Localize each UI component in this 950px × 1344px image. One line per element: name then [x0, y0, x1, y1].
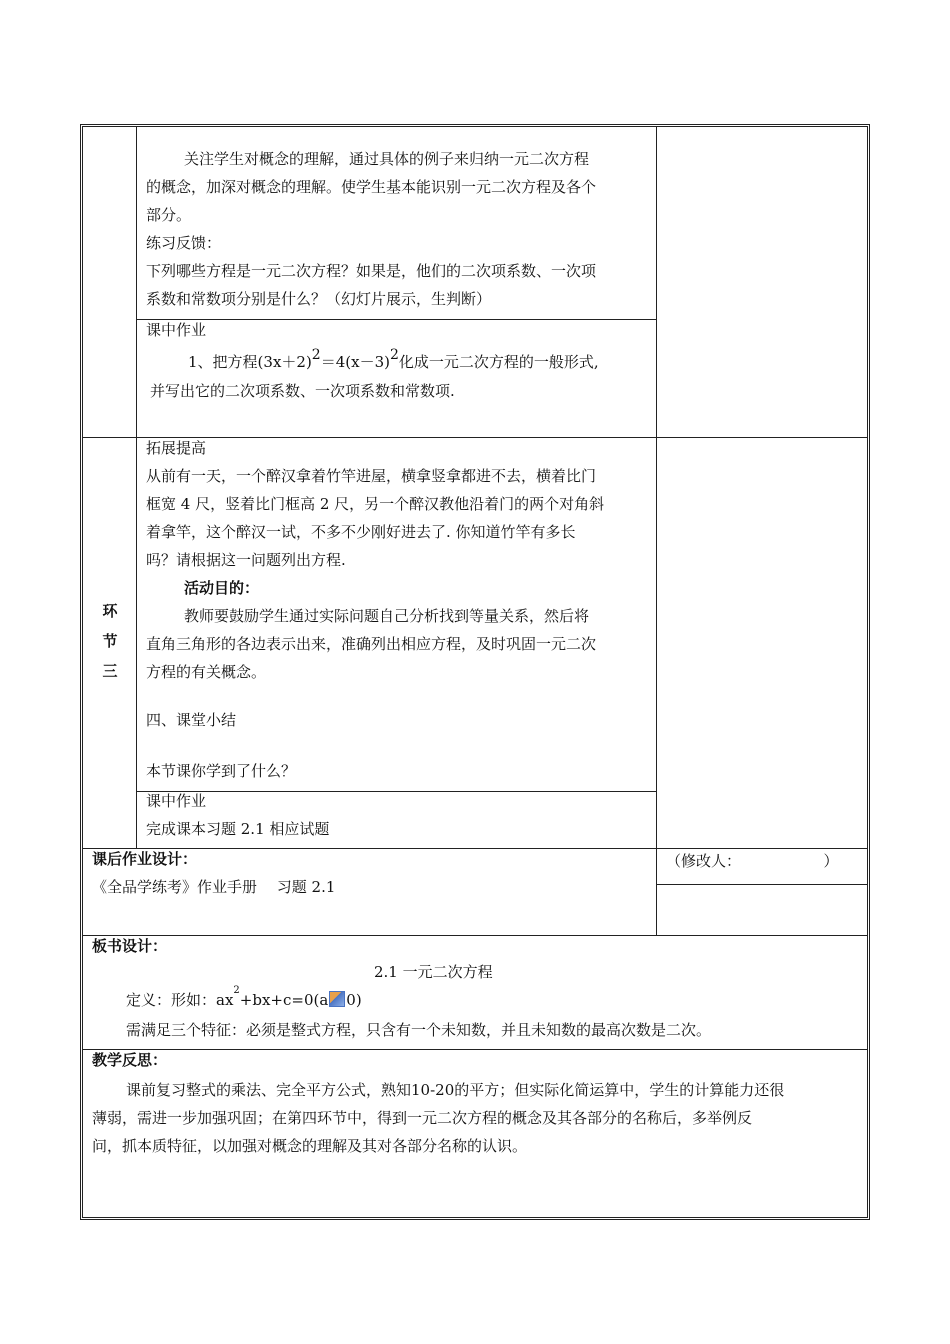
concept-para-line: 的概念，加深对概念的理解。使学生基本能识别一元二次方程及各个 [146, 178, 597, 196]
section-label-char: 环 [102, 602, 118, 620]
equation-part: 化成一元二次方程的一般形式, [398, 353, 599, 371]
concept-para-line: 部分。 [146, 206, 192, 224]
equation-part: ＝4(x－3) [320, 353, 390, 371]
row-divider-homework2 [136, 791, 657, 792]
broken-image-icon [329, 991, 345, 1007]
definition-line [126, 986, 362, 1014]
goal-line: 方程的有关概念。 [146, 663, 267, 681]
goal-title: 活动目的： [184, 579, 260, 597]
definition-part: +bx+c=0(a [239, 991, 329, 1009]
reviser-field: （修改人： ） [666, 852, 839, 870]
definition-part: 定义：形如：ax [126, 991, 234, 1009]
after-class-content: 《全品学练考》作业手册 习题 2.1 [92, 878, 336, 896]
after-class-title: 课后作业设计： [92, 850, 198, 868]
homework-line: 并写出它的二次项系数、一次项系数和常数项. [150, 382, 455, 400]
homework-title: 课中作业 [146, 792, 207, 810]
equation-part: 1、把方程(3x＋2) [188, 353, 312, 371]
reflection-line: 问，抓本质特征，以加强对概念的理解及其对各部分名称的认识。 [92, 1137, 528, 1155]
reflection-line: 薄弱，需进一步加强巩固；在第四环节中，得到一元二次方程的概念及其各部分的名称后，多举例反 [92, 1109, 753, 1127]
row-divider-reflection [82, 1049, 868, 1050]
practice-line: 下列哪些方程是一元二次方程？如果是，他们的二次项系数、一次项 [146, 262, 597, 280]
homework-content: 完成课本习题 2.1 相应试题 [146, 820, 330, 838]
reflection-title: 教学反思： [92, 1051, 168, 1069]
homework-equation-line [188, 348, 599, 376]
story-line: 从前有一天，一个醉汉拿着竹竿进屋，横拿竖拿都进不去，横着比门 [146, 467, 597, 485]
reflection-line: 课前复习整式的乘法、完全平方公式，熟知10-20的平方；但实际化简运算中，学生的计算能力还很 [126, 1081, 785, 1099]
practice-title: 练习反馈： [146, 234, 222, 252]
row-divider-homework [136, 319, 657, 320]
section-label-char: 三 [102, 662, 118, 680]
exponent: 2 [233, 985, 240, 996]
exponent: 2 [389, 347, 399, 363]
row-divider-board [82, 935, 868, 936]
summary-title: 四、课堂小结 [146, 711, 237, 729]
board-title: 板书设计： [92, 937, 168, 955]
goal-line: 直角三角形的各边表示出来，准确列出相应方程，及时巩固一元二次 [146, 635, 597, 653]
story-line: 着拿竿，这个醉汉一试，不多不少刚好进去了. 你知道竹竿有多长 [146, 523, 576, 541]
row-divider-reviser [656, 884, 868, 885]
col-divider-notes [656, 126, 657, 936]
story-line: 框宽 4 尺，竖着比门框高 2 尺，另一个醉汉教他沿着门的两个对角斜 [146, 495, 605, 513]
story-line: 吗？请根据这一问题列出方程. [146, 551, 346, 569]
exponent: 2 [311, 347, 321, 363]
col-divider-label [136, 126, 137, 848]
practice-line: 系数和常数项分别是什么？（幻灯片展示，生判断） [146, 290, 492, 308]
homework-title: 课中作业 [146, 321, 207, 339]
summary-question: 本节课你学到了什么？ [146, 762, 297, 780]
goal-line: 教师要鼓励学生通过实际问题自己分析找到等量关系，然后将 [184, 607, 590, 625]
section-label-char: 节 [102, 632, 118, 650]
definition-part: 0) [346, 991, 362, 1009]
board-heading: 2.1 一元二次方程 [374, 963, 493, 981]
extension-title: 拓展提高 [146, 439, 207, 457]
features-line: 需满足三个特征：必须是整式方程，只含有一个未知数，并且未知数的最高次数是二次。 [126, 1021, 712, 1039]
concept-para-line: 关注学生对概念的理解，通过具体的例子来归纳一元二次方程 [184, 150, 590, 168]
